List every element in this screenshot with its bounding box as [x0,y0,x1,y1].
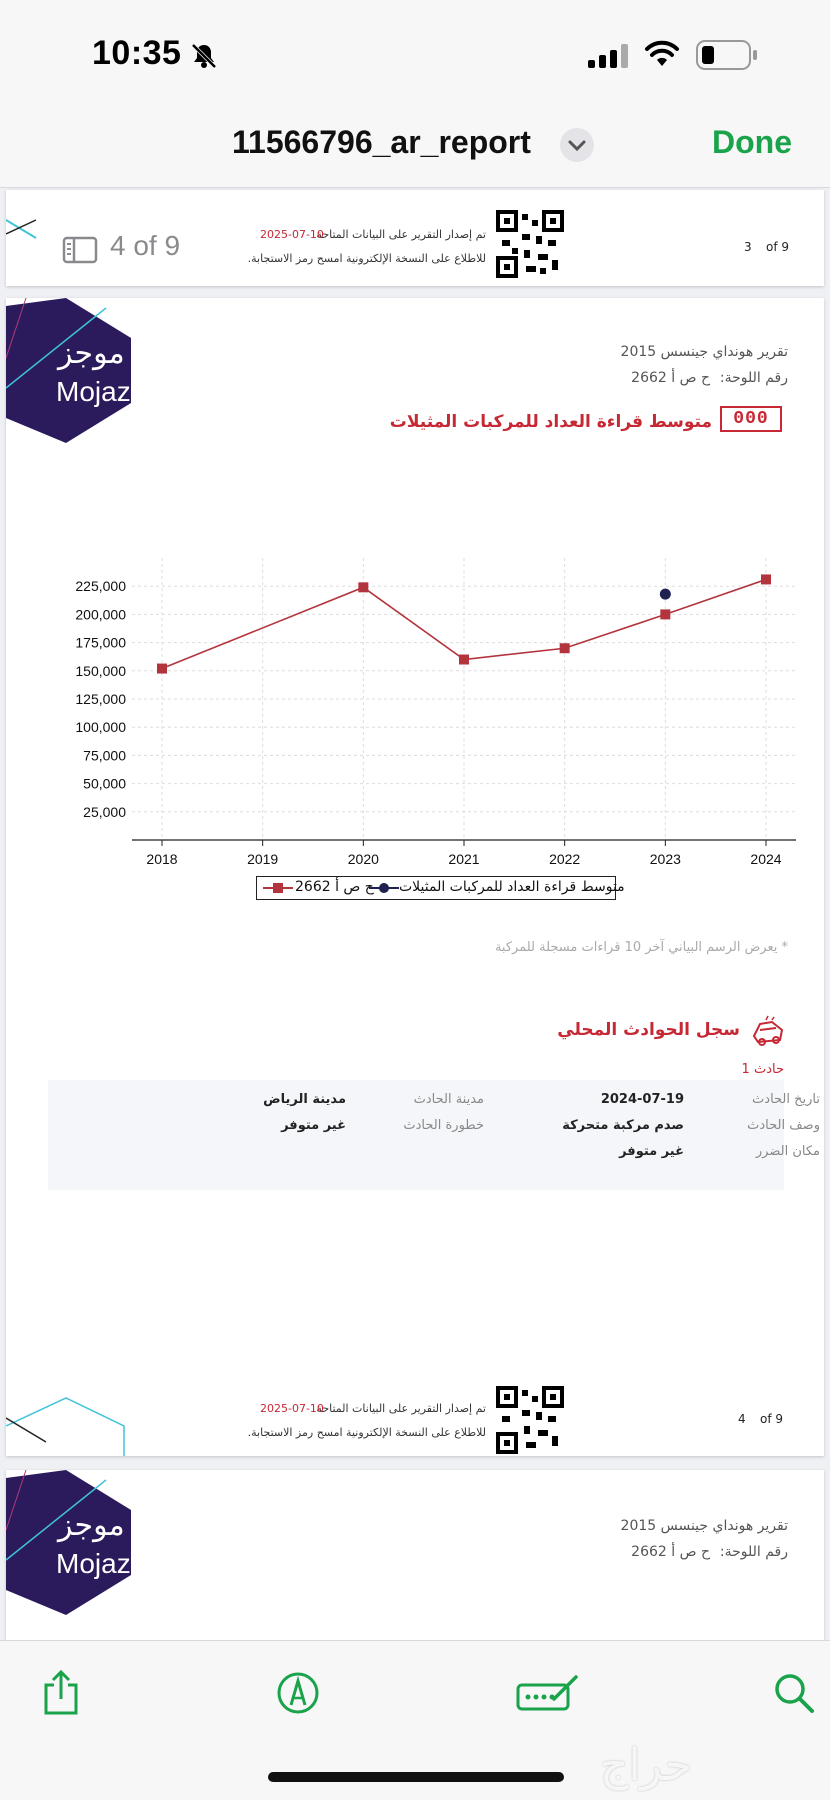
incident-city-value: مدينة الرياض [263,1092,346,1107]
incident-desc-value: صدم مركبة متحركة [562,1118,684,1133]
x-tick-label: 2020 [347,851,379,867]
logo-arabic-text: موجز [58,336,125,371]
y-tick-label: 75,000 [83,747,126,764]
footer-issue-text: تم إصدار التقرير على البيانات المتاحة [316,228,486,241]
incident-date-value: 2024-07-19 [600,1092,684,1107]
page-indicator: 4 of 9 [110,230,181,261]
footer-date-p4: 2025-07-10 [260,1402,324,1415]
data-point-series-1 [761,574,771,584]
x-tick-label: 2023 [649,851,681,867]
incident-severity-value: غير متوفر [281,1118,346,1133]
incident-severity-label: خطورة الحادث [403,1118,484,1133]
data-point-series-1 [459,655,469,665]
incident-date-label: تاريخ الحادث [752,1092,820,1107]
x-tick-label: 2019 [247,851,279,867]
footer-page-total-p4: of 9 [760,1412,784,1426]
legend-marker-series-1 [263,881,293,895]
data-point-series-1 [560,643,570,653]
decorative-hexagon-outline-icon [6,1396,126,1456]
incident-location-label: مكان الضرر [755,1144,820,1159]
y-tick-label: 125,000 [75,691,126,707]
watermark-text: حراج [600,1740,693,1791]
legend-marker-series-2 [369,881,399,895]
footer-date: 2025-07-10 [260,228,324,241]
x-tick-label: 2021 [448,851,480,867]
report-title: تقرير هونداي جينسس 2015 [620,1518,788,1534]
home-indicator[interactable] [268,1772,564,1782]
wifi-icon [644,40,680,68]
footer-issue-text-p4: تم إصدار التقرير على البيانات المتاحة [316,1402,486,1415]
share-icon[interactable] [40,1669,82,1717]
document-title[interactable]: 11566796_ar_report [232,124,531,160]
sidebar-toggle-icon[interactable] [62,236,98,264]
y-tick-label: 150,000 [75,662,126,679]
report-page-5 [6,1470,824,1650]
odometer-icon-digits: 000 [733,409,769,429]
qr-code-icon [494,1384,566,1456]
logo-english-text: Mojaz [56,376,131,407]
silent-bell-icon [190,42,218,70]
qr-code-icon [494,208,566,280]
odometer-chart [66,540,802,990]
footer-page-total: of 9 [766,240,790,254]
footer-page-number-p4: 4 [738,1412,746,1426]
plate-label: رقم اللوحة: [719,1544,788,1560]
logo-english-text: Mojaz [56,1548,131,1579]
markup-pen-icon[interactable] [276,1671,320,1715]
navigation-bar [0,110,830,188]
battery-icon [696,40,758,70]
incident-label: حادث 1 [741,1062,784,1077]
chart-plot [66,540,802,880]
cellular-signal-icon [588,44,632,68]
title-menu-button[interactable] [560,128,594,162]
data-point-series-1 [157,664,167,674]
footer-scan-text-p4: للاطلاع على النسخة الإلكترونية امسح رمز الاستجابة. [247,1426,486,1439]
y-tick-label: 175,000 [75,634,126,651]
signature-icon[interactable] [516,1673,580,1713]
y-tick-label: 25,000 [83,803,126,820]
data-point-series-1 [660,609,670,619]
decorative-lines-icon [6,200,46,250]
y-tick-label: 200,000 [75,606,126,623]
x-tick-label: 2022 [549,851,581,867]
chart-legend [256,876,625,900]
data-point-series-2 [660,589,671,600]
incident-city-label: مدينة الحادث [413,1092,484,1107]
car-crash-icon [750,1014,786,1048]
x-tick-label: 2018 [146,851,178,867]
data-point-series-1 [358,582,368,592]
done-button[interactable]: Done [712,124,792,160]
y-tick-label: 225,000 [75,578,126,595]
incident-desc-label: وصف الحادث [747,1118,820,1133]
x-tick-label: 2024 [750,851,782,867]
chart-note: * يعرض الرسم البياني آخر 10 قراءات مسجلة للمركبة [494,940,788,955]
incident-details [48,1080,820,1190]
plate-value: ح ص أ 2662 [631,370,710,386]
status-time: 10:35 [92,34,182,72]
footer-page-number: 3 [744,240,752,254]
search-icon[interactable] [772,1671,816,1715]
chevron-down-icon [560,128,594,162]
odometer-section-title: متوسط قراءة العداد للمركبات المثيلات [389,412,712,432]
logo-arabic-text: موجز [58,1508,125,1543]
y-tick-label: 50,000 [83,775,126,792]
odometer-icon [720,406,782,432]
incident-location-value: غير متوفر [619,1144,684,1159]
plate-value: ح ص أ 2662 [631,1544,710,1560]
incidents-section-title: سجل الحوادث المحلي [557,1020,740,1040]
y-tick-label: 100,000 [75,719,126,736]
legend-label-series-1: ح ص أ 2662 [295,879,374,895]
plate-label: رقم اللوحة: [719,370,788,386]
footer-scan-text: للاطلاع على النسخة الإلكترونية امسح رمز الاستجابة. [247,252,486,265]
legend-label-series-2: متوسط قراءة العداد للمركبات المثيلات [399,879,625,895]
report-title: تقرير هونداي جينسس 2015 [620,344,788,360]
